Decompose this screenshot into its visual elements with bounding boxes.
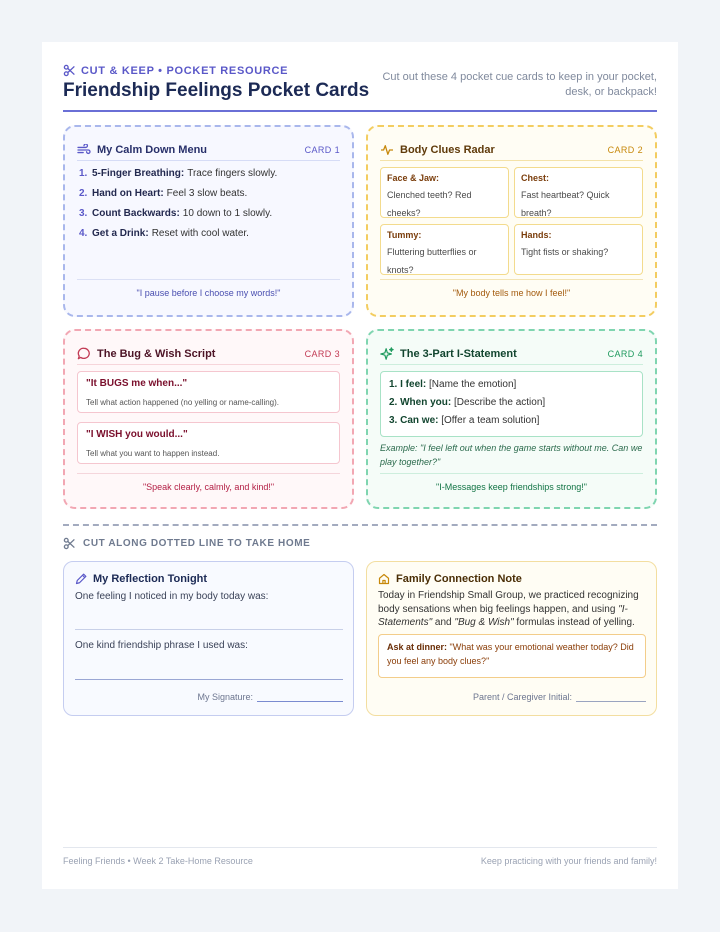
list-item <box>79 187 340 207</box>
card-title: The Bug & Wish Script <box>97 347 216 360</box>
calm-list <box>79 167 340 247</box>
card-header <box>380 139 643 161</box>
page-title: Friendship Feelings Pocket Cards <box>63 80 370 101</box>
body-clue-tile <box>514 167 643 218</box>
item-label: Count Backwards: <box>92 208 180 219</box>
family-note-panel <box>366 561 657 716</box>
item-label: 2. When you: <box>389 397 452 408</box>
header-note: Cut out these 4 pocket cue cards to keep in your pocket, desk, or backpack! <box>382 71 657 98</box>
card-tag: CARD 2 <box>607 144 643 155</box>
item-label: 5-Finger Breathing: <box>92 168 185 179</box>
item-number: 2. <box>79 188 88 199</box>
reflection-panel <box>63 561 354 716</box>
script-head: "I WISH you would..." <box>86 429 188 440</box>
card-title: Body Clues Radar <box>400 143 495 156</box>
reflection-prompt: One feeling I noticed in my body today was: <box>75 591 269 602</box>
i-statement-box <box>380 371 643 437</box>
family-text: and <box>432 617 455 628</box>
scissors-icon <box>63 64 76 77</box>
card-calm-down-menu <box>63 125 354 317</box>
body-clue-tile <box>380 224 509 275</box>
ask-label: Ask at dinner: <box>387 642 448 652</box>
writing-line[interactable] <box>75 679 343 680</box>
card-header <box>380 343 643 365</box>
card-tag: CARD 3 <box>304 348 340 359</box>
list-item <box>389 378 634 396</box>
wind-icon <box>77 144 91 156</box>
card-title: My Calm Down Menu <box>97 143 208 156</box>
kicker-text: CUT & KEEP • POCKET RESOURCE <box>81 64 289 77</box>
family-title: Family Connection Note <box>396 573 522 585</box>
item-text: [Offer a team solution] <box>441 415 540 426</box>
card-header <box>77 139 340 161</box>
footer-left: Feeling Friends • Week 2 Take-Home Resource <box>63 856 253 866</box>
family-text-emphasis: "I-Statements" <box>378 603 628 628</box>
footer-right: Keep practicing with your friends and family! <box>480 856 657 866</box>
family-text: Today in Friendship Small Group, we practiced recognizing body sensations when big feelings happen, and using <box>378 590 639 615</box>
body-clue-tile <box>514 224 643 275</box>
item-text: Reset with cool water. <box>151 228 249 239</box>
item-text: Feel 3 slow beats. <box>166 188 248 199</box>
tile-text: Tight fists or shaking? <box>521 247 609 257</box>
card-title: The 3-Part I-Statement <box>400 347 517 360</box>
family-header <box>378 573 522 585</box>
list-item <box>389 414 634 432</box>
tile-text: Clenched teeth? Red cheeks? <box>387 190 472 218</box>
card-body-clues <box>366 125 657 317</box>
tile-text: Fluttering butterflies or knots? <box>387 247 477 275</box>
script-box <box>77 422 340 464</box>
item-label: 1. I feel: <box>389 379 427 390</box>
reflection-prompt: One kind friendship phrase I used was: <box>75 640 248 651</box>
family-text: formulas instead of yelling. <box>513 617 635 628</box>
initial-field[interactable] <box>473 692 646 702</box>
pencil-icon <box>75 573 87 585</box>
card-footer: "My body tells me how I feel!" <box>380 279 643 298</box>
scissors-icon <box>63 537 76 550</box>
card-i-statement <box>366 329 657 509</box>
cut-label <box>63 537 310 550</box>
page-header <box>63 64 657 112</box>
ask-text: "What was your emotional weather today? Did you feel any body clues?" <box>387 642 634 666</box>
speech-bubble-icon <box>77 347 91 360</box>
initial-label: Parent / Caregiver Initial: <box>472 692 572 702</box>
list-item <box>79 207 340 227</box>
family-text-emphasis: "Bug & Wish" <box>454 617 514 628</box>
signature-field[interactable] <box>197 692 343 702</box>
kicker <box>63 64 288 77</box>
signature-label: My Signature: <box>197 692 253 702</box>
card-header <box>77 343 340 365</box>
item-label: Hand on Heart: <box>92 188 164 199</box>
tile-text: Fast heartbeat? Quick breath? <box>521 190 610 218</box>
script-desc: Tell what action happened (no yelling or name-calling). <box>86 398 279 407</box>
script-head: "It BUGS me when..." <box>86 378 188 389</box>
reflection-header <box>75 573 207 585</box>
item-text: 10 down to 1 slowly. <box>182 208 273 219</box>
card-footer: "Speak clearly, calmly, and kind!" <box>77 473 340 492</box>
card-bug-wish <box>63 329 354 509</box>
card-tag: CARD 4 <box>607 348 643 359</box>
tile-label: Hands: <box>521 230 552 240</box>
list-item <box>79 167 340 187</box>
sparkle-icon <box>380 347 394 361</box>
item-text: Trace fingers slowly. <box>187 168 278 179</box>
item-number: 1. <box>79 168 88 179</box>
reflection-title: My Reflection Tonight <box>93 573 208 585</box>
item-number: 3. <box>79 208 88 219</box>
tile-label: Chest: <box>521 173 550 183</box>
script-desc: Tell what you want to happen instead. <box>86 449 220 458</box>
item-text: [Describe the action] <box>454 397 546 408</box>
example-text: Example: "I feel left out when the game starts without me. Can we play together?" <box>380 443 643 467</box>
card-tag: CARD 1 <box>304 144 340 155</box>
pulse-icon <box>380 144 394 156</box>
script-box <box>77 371 340 413</box>
cut-label-text: CUT ALONG DOTTED LINE TO TAKE HOME <box>83 538 311 549</box>
page-footer <box>63 847 657 866</box>
signature-line[interactable] <box>257 693 343 702</box>
writing-line[interactable] <box>75 629 343 630</box>
ask-box <box>378 634 646 678</box>
list-item <box>389 396 634 414</box>
family-paragraph <box>378 589 646 630</box>
list-item <box>79 227 340 247</box>
item-label: Get a Drink: <box>92 228 149 239</box>
initial-line[interactable] <box>576 693 646 702</box>
tile-label: Tummy: <box>387 230 422 240</box>
tile-label: Face & Jaw: <box>387 173 440 183</box>
card-footer: "I pause before I choose my words!" <box>77 279 340 298</box>
item-text: [Name the emotion] <box>429 379 517 390</box>
item-label: 3. Can we: <box>389 415 439 426</box>
cut-line <box>63 524 657 526</box>
home-icon <box>378 573 390 585</box>
card-footer: "I-Messages keep friendships strong!" <box>380 473 643 492</box>
worksheet-page <box>42 42 678 889</box>
item-number: 4. <box>79 228 88 239</box>
body-clue-tile <box>380 167 509 218</box>
